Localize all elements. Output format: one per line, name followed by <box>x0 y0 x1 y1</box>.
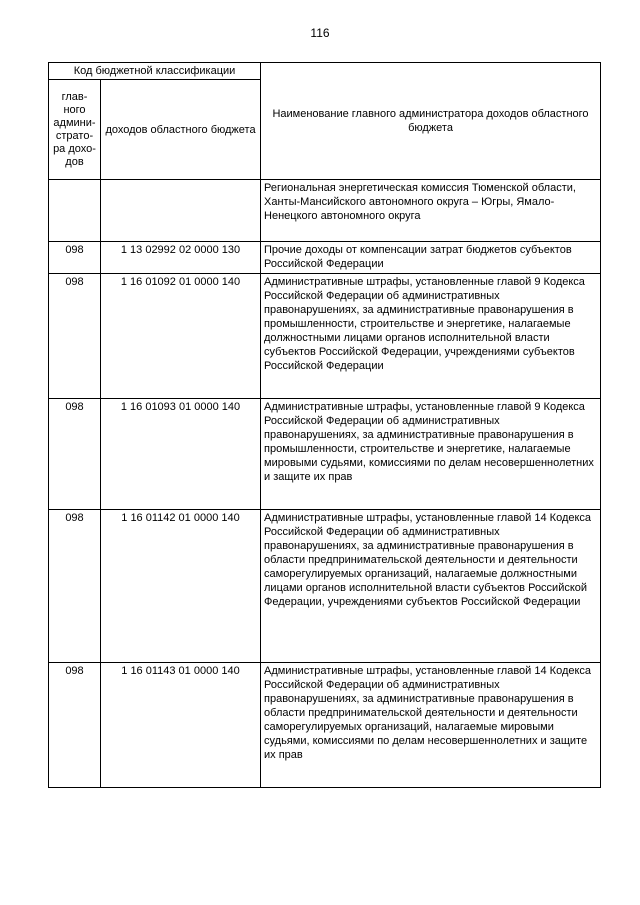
revenue-code: 1 16 01093 01 0000 140 <box>101 399 261 510</box>
revenue-code: 1 16 01142 01 0000 140 <box>101 510 261 663</box>
chief-administrator-header: глав-ного админи-страто-ра дохо-дов <box>49 80 101 180</box>
table-row <box>49 510 601 663</box>
agency-title: Региональная энергетическая комиссия Тюменской области, Ханты-Мансийского автономного округа – Югры, Ямало-Ненецкого автономного округа <box>261 180 601 242</box>
revenue-name: Административные штрафы, установленные главой 9 Кодекса Российской Федерации об административных правонарушениях, за административные правонарушения в промышленности, строительстве и энергетике, налагаемые должностными лицами органов исполнительной власти субъектов Российской Федерации, учреждениями субъектов Российской Федерации <box>261 274 601 399</box>
regional-budget-revenue-header: доходов областного бюджета <box>101 80 261 180</box>
admin-code: 098 <box>49 510 101 663</box>
admin-code: 098 <box>49 242 101 274</box>
admin-code: 098 <box>49 399 101 510</box>
table-body <box>49 180 601 788</box>
revenue-name: Прочие доходы от компенсации затрат бюджетов субъектов Российской Федерации <box>261 242 601 274</box>
page-number: 116 <box>310 26 330 40</box>
table-row <box>49 663 601 788</box>
revenue-name: Административные штрафы, установленные главой 14 Кодекса Российской Федерации об административных правонарушениях, за административные правонарушения в области предпринимательской деятельности и деятельности саморегулируемых организаций, налагаемые должностными лицами органов исполнительной власти субъектов Российской Федерации, учреждениями субъектов Российской Федерации <box>261 510 601 663</box>
admin-cell <box>49 180 101 242</box>
table-row <box>49 399 601 510</box>
revenue-name: Административные штрафы, установленные главой 9 Кодекса Российской Федерации об административных правонарушениях, за административные правонарушения в промышленности, строительстве и энергетике, налагаемые мировыми судьями, комиссиями по делам несовершеннолетних и защите их прав <box>261 399 601 510</box>
budget-classification-code-header: Код бюджетной классификации <box>49 63 261 80</box>
table-header <box>49 63 601 180</box>
revenue-name: Административные штрафы, установленные главой 14 Кодекса Российской Федерации об административных правонарушениях, за административные правонарушения в области предпринимательской деятельности и деятельности саморегулируемых организаций, налагаемые мировыми судьями, комиссиями по делам несовершеннолетних и защите их прав <box>261 663 601 788</box>
agency-row <box>49 180 601 242</box>
budget-classification-table <box>48 62 601 788</box>
admin-code: 098 <box>49 663 101 788</box>
code-cell <box>101 180 261 242</box>
table-row <box>49 274 601 399</box>
revenue-code: 1 16 01143 01 0000 140 <box>101 663 261 788</box>
revenue-code: 1 13 02992 02 0000 130 <box>101 242 261 274</box>
admin-code: 098 <box>49 274 101 399</box>
revenue-code: 1 16 01092 01 0000 140 <box>101 274 261 399</box>
table-row <box>49 242 601 274</box>
administrator-name-header: Наименование главного администратора доходов областного бюджета <box>261 63 601 180</box>
